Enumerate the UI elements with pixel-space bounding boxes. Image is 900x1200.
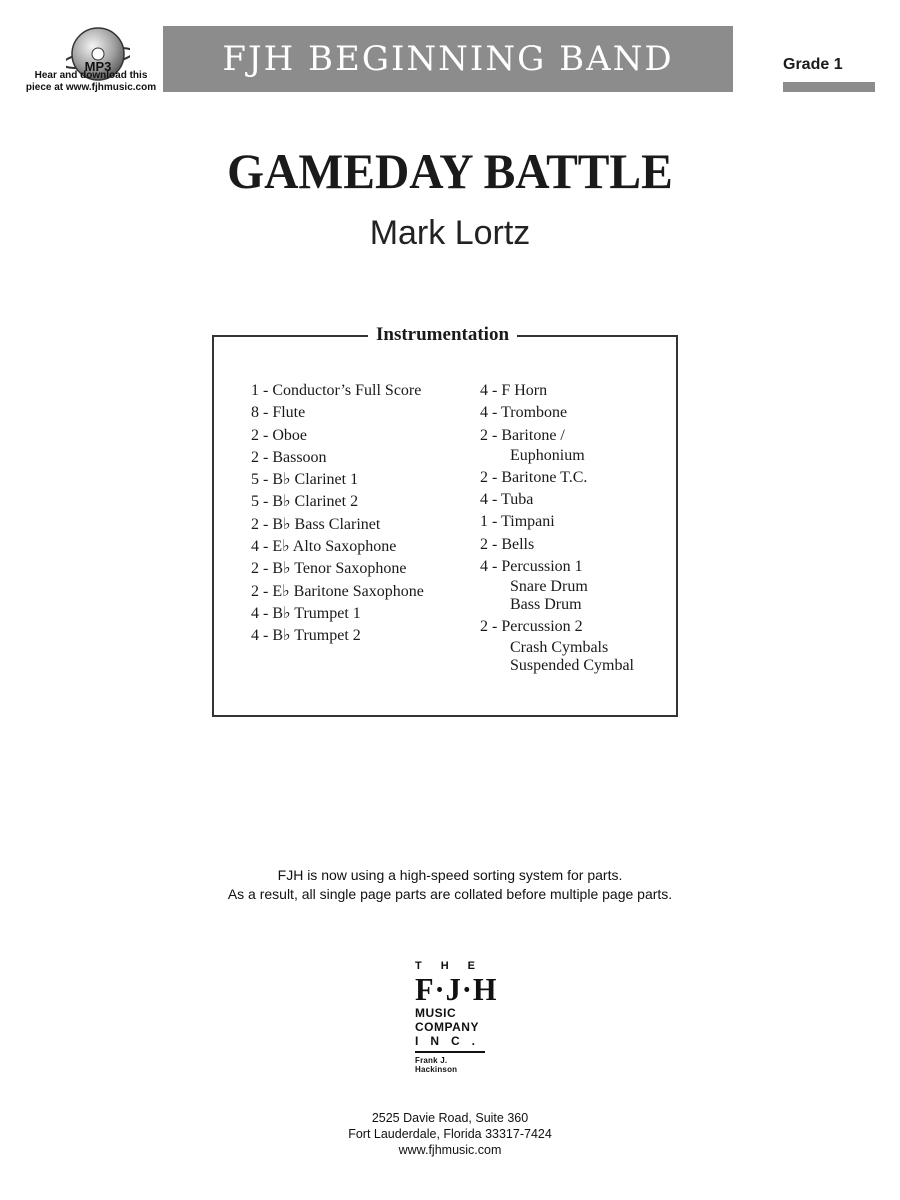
logo-fjh: F·J·H <box>415 971 498 1007</box>
mp3-caption-line1: Hear and download this <box>34 70 148 81</box>
instrument-item: 2 - Baritone T.C. <box>480 468 588 486</box>
mp3-badge-text: MP3 <box>84 59 112 74</box>
instrument-subitem: Crash Cymbals <box>510 638 609 656</box>
instrument-item: 5 - B♭ Clarinet 1 <box>251 471 359 489</box>
logo-founder: Frank J. Hackinson <box>415 1056 458 1074</box>
instrument-item: 2 - Percussion 2 <box>480 618 583 636</box>
instrument-item: 4 - Percussion 1 <box>480 558 583 576</box>
instrument-item: 4 - F Horn <box>480 382 548 399</box>
instrument-item: 2 - E♭ Baritone Saxophone <box>251 582 424 600</box>
logo-the: THE <box>415 960 494 972</box>
instrument-item: 2 - Baritone / <box>480 426 565 444</box>
logo-music: MUSIC <box>415 1006 457 1020</box>
logo-company: COMPANY <box>415 1020 479 1034</box>
instrument-item-group <box>480 556 634 614</box>
instrument-item: 2 - Bells <box>480 535 535 553</box>
instrument-item: 2 - B♭ Tenor Saxophone <box>251 560 407 578</box>
instrument-item: 2 - Bassoon <box>251 448 327 466</box>
instrumentation-heading: Instrumentation <box>368 324 517 346</box>
instrument-item: 1 - Timpani <box>480 513 555 531</box>
mp3-caption <box>0 70 182 94</box>
website-link[interactable]: www.fjhmusic.com <box>398 1143 502 1157</box>
piece-title: GAMEDAY BATTLE <box>227 143 673 199</box>
note-line1: FJH is now using a high-speed sorting system for parts. <box>277 867 623 883</box>
publisher-logo <box>415 960 498 1074</box>
instrument-item-group <box>480 616 634 674</box>
address-line2: Fort Lauderdale, Florida 33317-7424 <box>348 1127 552 1141</box>
instrument-subitem: Euphonium <box>510 446 585 464</box>
sorting-note <box>0 866 900 904</box>
instrument-item-group <box>480 425 634 465</box>
instrument-item: 5 - B♭ Clarinet 2 <box>251 493 359 511</box>
instrument-item: 2 - B♭ Bass Clarinet <box>251 515 381 533</box>
instrument-subitem: Bass Drum <box>510 596 582 614</box>
instrument-subitem: Snare Drum <box>510 578 588 596</box>
instrument-item: 2 - Oboe <box>251 426 307 444</box>
grade-label: Grade 1 <box>783 56 843 73</box>
logo-inc: INC. <box>415 1034 487 1048</box>
instrument-item: 1 - Conductor’s Full Score <box>251 382 422 399</box>
address-line1: 2525 Davie Road, Suite 360 <box>371 1111 529 1125</box>
logo-divider <box>415 1051 485 1053</box>
grade-bar <box>783 82 875 92</box>
note-line2: As a result, all single page parts are collated before multiple page parts. <box>227 886 673 902</box>
instrument-item: 4 - B♭ Trumpet 1 <box>251 604 361 622</box>
instrumentation-right-column <box>480 380 634 677</box>
instrumentation-left-column <box>251 380 424 648</box>
instrument-item: 4 - Trombone <box>480 404 568 422</box>
composer-name: Mark Lortz <box>369 214 531 252</box>
instrument-item: 4 - E♭ Alto Saxophone <box>251 538 397 556</box>
instrument-subitem: Suspended Cymbal <box>510 656 634 674</box>
publisher-address <box>0 1110 900 1158</box>
instrument-item: 8 - Flute <box>251 404 306 422</box>
series-banner <box>163 26 733 92</box>
mp3-logo[interactable] <box>25 18 158 108</box>
mp3-caption-line2: piece at www.fjhmusic.com <box>25 82 157 93</box>
instrument-item: 4 - B♭ Trumpet 2 <box>251 627 361 645</box>
instrument-item: 4 - Tuba <box>480 491 534 509</box>
series-title: FJH BEGINNING BAND <box>222 39 674 79</box>
